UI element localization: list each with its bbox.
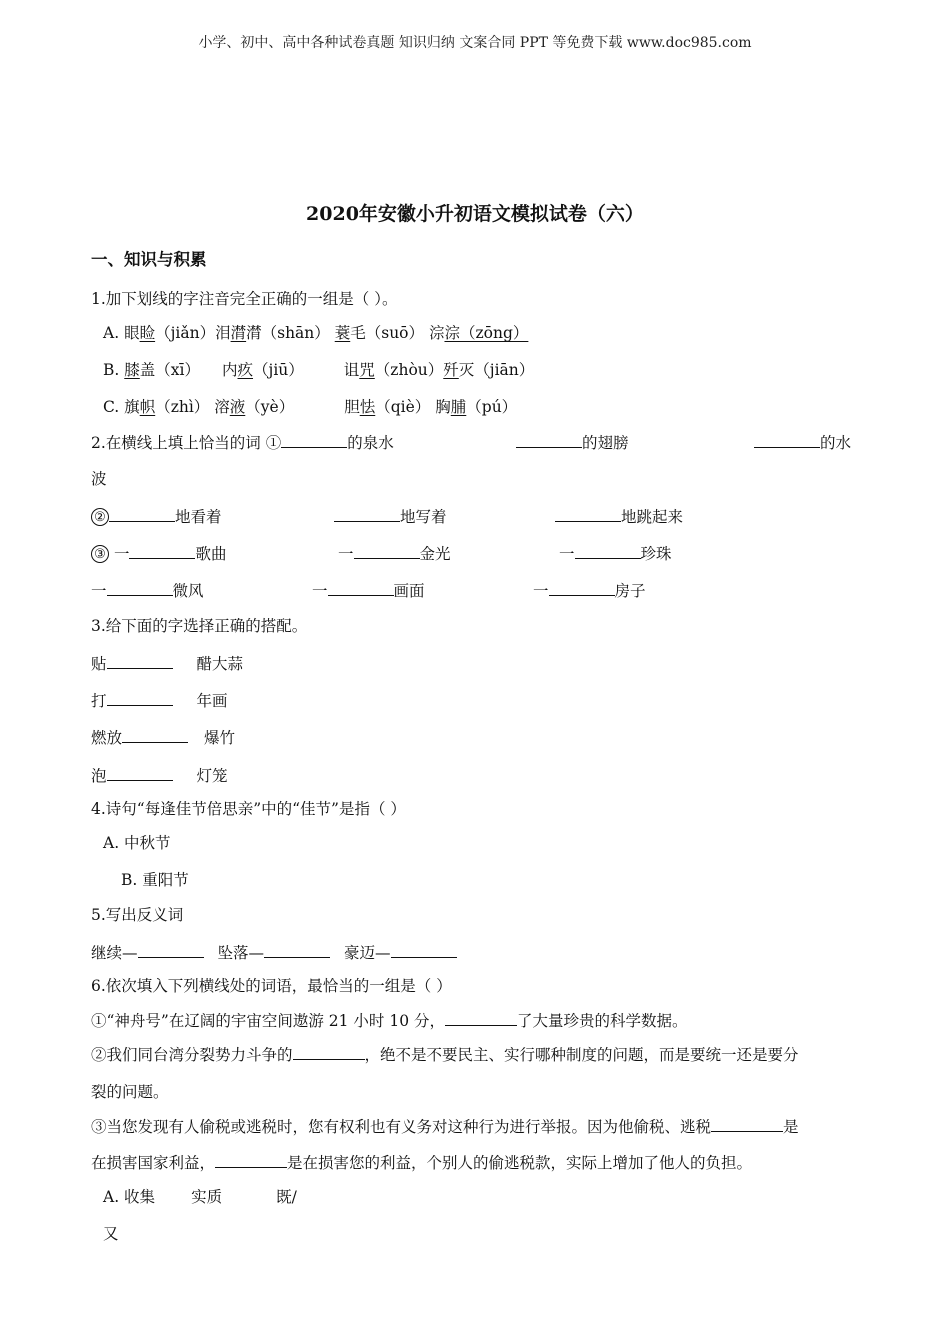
answer-blank[interactable] [264,942,330,958]
q1-option-a: A. 眼睑（jiǎn）泪潸潸（shān） 蓑毛（suō） 淙淙（zōng） [103,324,529,342]
answer-blank[interactable] [575,543,641,559]
q2-item: 一 微风 [91,582,204,600]
q3-row: 打 年画 [91,692,228,710]
exam-title: 2020年安徽小升初语文模拟试卷（六） [306,203,644,225]
q4-option-b: B. 重阳节 [121,871,189,889]
q1-option-b: B. 膝盖（xī） 内疚（jiū） 诅咒（zhòu）歼灭（jiān） [103,361,535,379]
q6-sentence-2: ②我们同台湾分裂势力斗争的 ，绝不是不要民主、实行哪种制度的问题，而是要统一还是要分 [91,1046,799,1064]
q1-option-c: C. 旗帜（zhì） 溶液（yè） 胆怯（qiè） 胸脯（pú） [103,398,518,416]
answer-blank[interactable] [107,690,173,706]
q2-item: 地跳起来 [555,506,683,527]
answer-blank[interactable] [107,653,173,669]
answer-blank[interactable] [122,727,188,743]
q6-sentence-1: ①“神舟号”在辽阔的宇宙空间遨游 21 小时 10 分， 了大量珍贵的科学数据。 [91,1012,688,1030]
answer-blank[interactable] [107,580,173,596]
q6-option-a-wrap: 又 [103,1225,119,1243]
answer-blank[interactable] [293,1044,365,1060]
q2-item: 一 画面 [312,582,425,600]
q2-item: 一 房子 [533,582,646,600]
answer-blank[interactable] [215,1152,287,1168]
answer-blank[interactable] [555,506,621,522]
q2-item: ② 地看着 [91,506,222,527]
q3-row: 贴 醋大蒜 [91,655,244,673]
q2-wrap-text: 波 [91,470,107,488]
section-heading: 一、知识与积累 [91,250,207,269]
q1-stem: 1.加下划线的字注音完全正确的一组是（ ）。 [91,290,398,308]
answer-blank[interactable] [334,506,400,522]
answer-blank[interactable] [711,1116,783,1132]
q2-item: ③ 一 歌曲 [91,543,226,564]
q6-stem: 6.依次填入下列横线处的词语，最恰当的一组是（ ） [91,977,452,995]
q6-sentence-2-wrap: 裂的问题。 [91,1083,169,1101]
q6-sentence-3-wrap: 在损害国家利益， 是在损害您的利益，个别人的偷逃税款，实际上增加了他人的负担。 [91,1154,753,1172]
answer-blank[interactable] [549,580,615,596]
q4-stem: 4.诗句“每逢佳节倍思亲”中的“佳节”是指（ ） [91,800,406,818]
answer-blank[interactable] [445,1010,517,1026]
page-header: 小学、初中、高中各种试卷真题 知识归纳 文案合同 PPT 等免费下载 www.doc985.com [198,35,752,51]
q2-stem: 2.在横线上填上恰当的词 ① 的泉水 [91,434,394,452]
q2-item: 的翅膀 [516,432,629,453]
answer-blank[interactable] [107,765,173,781]
q3-stem: 3.给下面的字选择正确的搭配。 [91,617,308,635]
answer-blank[interactable] [109,506,175,522]
q3-row: 燃放 爆竹 [91,729,236,747]
q5-items: 继续— 坠落— 豪迈— [91,942,457,963]
answer-blank[interactable] [354,543,420,559]
q6-sentence-3: ③当您发现有人偷税或逃税时，您有权利也有义务对这种行为进行举报。因为他偷税、逃税 是 [91,1118,799,1136]
answer-blank[interactable] [281,432,347,448]
q2-item: 一 金光 [338,545,451,563]
answer-blank[interactable] [328,580,394,596]
q2-item: 一 珍珠 [559,545,672,563]
q2-item: 的水 [754,432,851,453]
q2-item: 地写着 [334,506,447,527]
q3-row: 泡 灯笼 [91,767,228,785]
answer-blank[interactable] [754,432,820,448]
q5-stem: 5.写出反义词 [91,906,184,924]
answer-blank[interactable] [138,942,204,958]
q6-option-a: A. 收集 实质 既/ [103,1188,297,1206]
answer-blank[interactable] [129,543,195,559]
answer-blank[interactable] [516,432,582,448]
q4-option-a: A. 中秋节 [103,834,171,852]
answer-blank[interactable] [391,942,457,958]
